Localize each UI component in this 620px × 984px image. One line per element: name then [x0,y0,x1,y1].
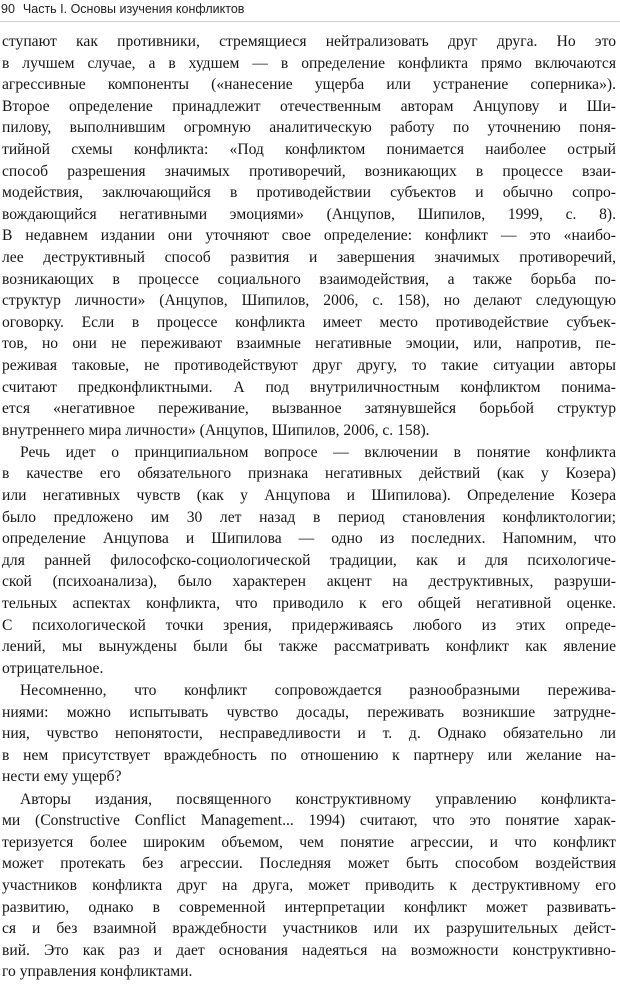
text-line: го управления конфликтами. [2,963,193,981]
paragraph [2,789,616,983]
text-line: развитию, однако в современной интерпретации конфликт может развивать- [2,898,616,916]
text-line: нести ему ущерб? [2,768,122,786]
text-line: тов, но они не переживают взаимные негативные эмоции, или, напротив, пе- [2,335,616,353]
text-line: теризуется более широким объемом, чем понятие агрессии, и что конфликт [2,833,616,851]
text-line: ся и без взаимной враждебности участников или их разрушительных дейст- [2,920,616,938]
text-line: ется «негативное переживание, вызванное затянувшейся борьбой структур [2,400,616,418]
text-line: Авторы издания, посвященного конструктивному управлению конфликта- [20,790,616,808]
paragraph [2,442,616,680]
text-line: агрессивные компоненты («нанесение ущерба или устранение соперника»). [2,76,616,94]
text-line: лее деструктивный способ развития и завершения значимых противоречий, [2,248,616,266]
text-line: возникающих в процессе социального взаимодействия, а также борьба по- [2,270,616,288]
text-line: для ранней философско-социологической традиции, как и для психологиче- [2,551,616,569]
running-title: Часть I. Основы изучения конфликтов [22,2,245,16]
text-line: Несомненно, что конфликт сопровождается разнообразными пережива- [20,682,616,699]
text-line: определение Анцупова и Шипилова — одно из последних. Напомним, что [2,530,616,548]
text-line: ми (Constructive Conflict Management... 1994) считают, что это понятие харак- [2,812,616,830]
text-line: структур личности» (Анцупов, Шипилов, 2006, с. 158), но делают следующую [2,292,616,310]
text-line: в лучшем случае, а в худшем — в определение конфликта прямо включаются [2,54,616,72]
text-line: вий. Это как раз и дает основания надеяться на возможности конструктивно- [2,941,616,959]
text-line: участников конфликта друг на друга, может приводить к деструктивному его [2,876,616,894]
text-line: лений, мы вынуждены были бы также рассматривать конфликт как явление [2,638,616,656]
text-line: может протекать без агрессии. Последняя может быть способом воздействия [2,855,616,873]
text-line: отрицательное. [2,659,104,677]
body-text [2,31,616,984]
text-line: тельных аспектах конфликта, что приводило к его общей негативной оценке. [2,595,616,613]
text-line: в нем присутствует враждебность по отношению к партнеру или желание на- [2,746,616,764]
page-number: 90 [1,2,15,16]
text-line: модействия, заключающийся в противодействии субъектов и обычно сопро- [2,184,616,202]
header-divider [0,21,620,22]
paragraph [2,31,616,441]
text-line: Речь идет о принципиальном вопросе — включении в понятие конфликта [20,443,616,461]
paragraph [2,680,616,788]
text-line: С психологической точки зрения, придерживаясь любого из этих опреде- [2,616,616,634]
text-line: ступают как противники, стремящиеся нейтрализовать друг друга. Но это [2,33,616,50]
text-line: было предложено им 30 лет назад в период становления конфликтологии; [2,508,616,526]
text-line: ской (психоанализа), было характерен акцент на деструктивных, разруши- [2,573,616,591]
text-line: оговорку. Если в процессе конфликта имеет место противодействие субъек- [2,313,616,331]
text-line: Второе определение принадлежит отечественным авторам Анцупову и Ши- [2,97,616,115]
text-line: В недавнем издании они уточняют свое определение: конфликт — это «наибо- [2,227,616,245]
text-line: ния, чувство непонятости, несправедливости и т. д. Однако обязательно ли [2,725,616,743]
text-line: или негативных чувств (как у Анцупова и Шипилова). Определение Козера [2,487,616,505]
text-line: внутреннего мира личности» (Анцупов, Шипилов, 2006, с. 158). [2,421,430,439]
text-line: ниями: можно испытывать чувство досады, переживать возникшие затрудне- [2,703,616,721]
text-line: реживая таковые, не противодействуют друг другу, то такие ситуации авторы [2,356,616,374]
text-line: способ разрешения значимых противоречий, возникающих в процессе взаи- [2,162,616,180]
text-line: вождающийся негативными эмоциями» (Анцупов, Шипилов, 1999, с. 8). [2,205,616,223]
text-line: считают предконфликтными. А под внутриличностным конфликтом понима- [2,378,616,396]
text-line: пилову, выполнившим огромную аналитическую работу по уточнению поня- [2,119,616,137]
running-header [1,2,244,16]
text-line: в качестве его обязательного признака негативных действий (как у Козера) [2,465,616,483]
text-line: тийной схемы конфликта: «Под конфликтом понимается наиболее острый [2,140,616,158]
